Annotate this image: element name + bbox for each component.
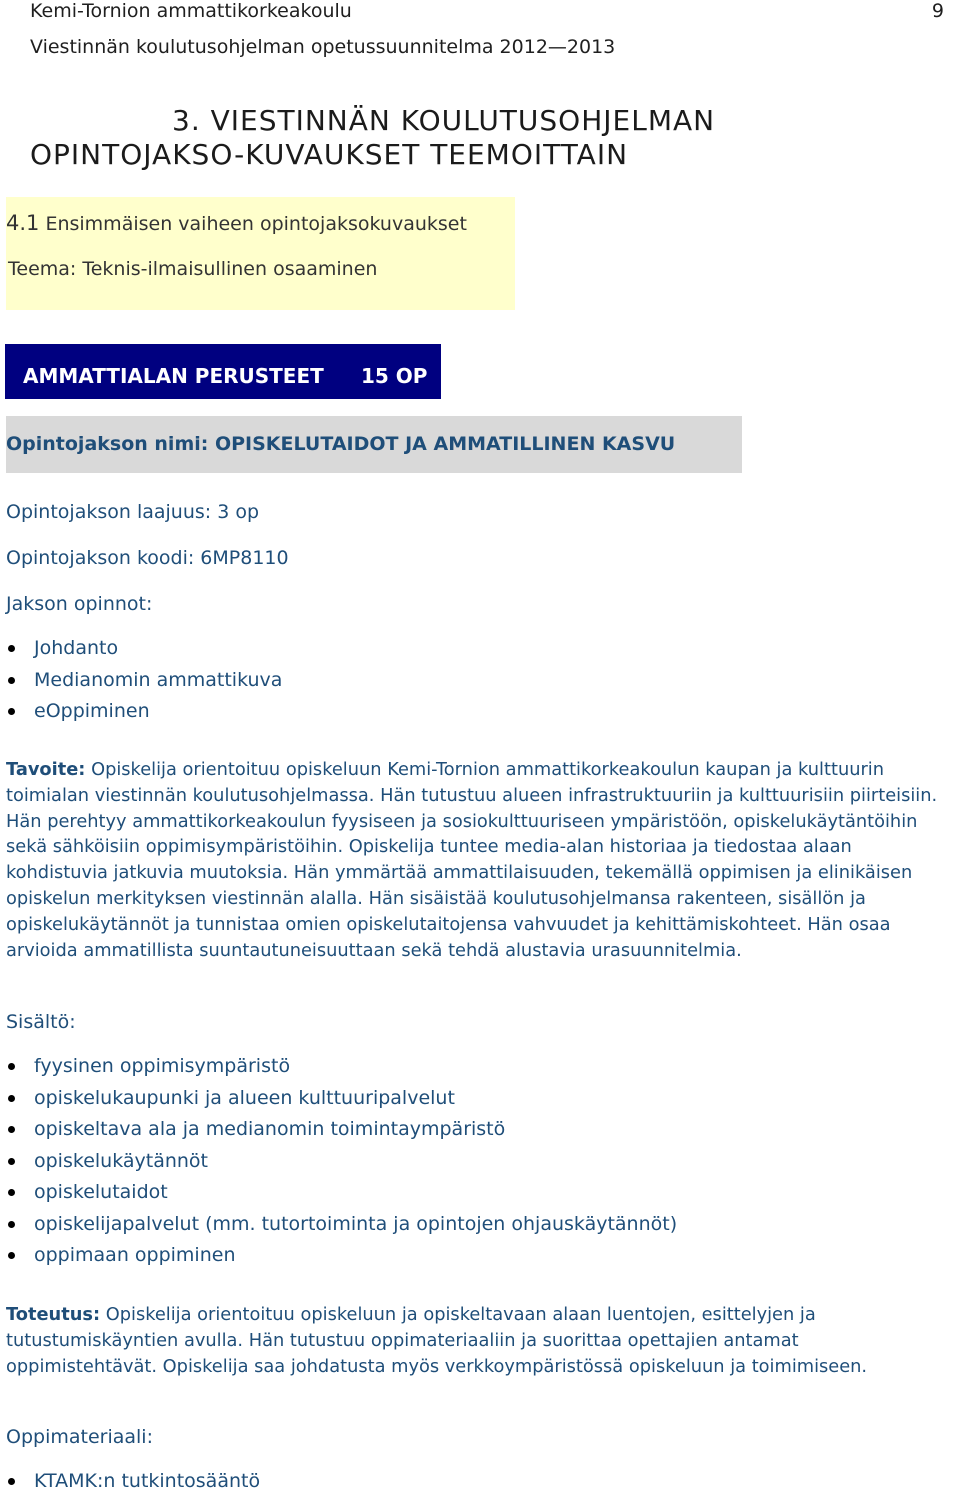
list-item: opiskelukäytännöt xyxy=(6,1146,677,1178)
chapter-title xyxy=(30,104,715,172)
list-item: oppimaan oppiminen xyxy=(6,1240,677,1272)
objective-paragraph xyxy=(6,757,954,963)
list-item: fyysinen oppimisympäristö xyxy=(6,1051,677,1083)
implementation-paragraph xyxy=(6,1302,954,1379)
content-list xyxy=(6,1051,677,1272)
section-heading xyxy=(6,211,467,235)
content-label: Sisältö: xyxy=(6,1011,76,1033)
theme-box xyxy=(6,197,515,310)
list-item: Johdanto xyxy=(6,633,282,665)
list-item: opiskeltava ala ja medianomin toimintaympäristö xyxy=(6,1114,677,1146)
list-item: opiskelukaupunki ja alueen kulttuuripalvelut xyxy=(6,1083,677,1115)
objective-label: Tavoite: xyxy=(6,759,86,780)
chapter-title-line2: OPINTOJAKSO-KUVAUKSET TEEMOITTAIN xyxy=(30,138,629,171)
section-number: 4.1 xyxy=(6,211,40,235)
module-name: AMMATTIALAN PERUSTEET xyxy=(23,364,324,388)
list-item: opiskelijapalvelut (mm. tutortoiminta ja opintojen ohjauskäytännöt) xyxy=(6,1209,677,1241)
document-title: Viestinnän koulutusohjelman opetussuunnitelma 2012—2013 xyxy=(30,36,616,58)
module-bar xyxy=(5,344,441,399)
list-item: KTAMK:n tutkintosääntö xyxy=(6,1466,260,1498)
course-scope: Opintojakson laajuus: 3 op xyxy=(6,501,260,523)
chapter-title-line1: 3. VIESTINNÄN KOULUTUSOHJELMAN xyxy=(172,104,716,137)
module-credits: 15 OP xyxy=(361,364,428,388)
implementation-label: Toteutus: xyxy=(6,1304,101,1325)
course-name-bar xyxy=(6,416,742,473)
materials-label: Oppimateriaali: xyxy=(6,1426,153,1448)
implementation-text: Opiskelija orientoituu opiskeluun ja opiskeltavaan alaan luentojen, esittelyjen ja tutustumiskäyntien avulla. Hän tutustuu oppimateriaaliin ja suorittaa opettajien antamat oppimistehtävät. Opiskelija saa johdatusta myös verkkoympäristössä opiskeluun ja toimimiseen. xyxy=(6,1304,868,1377)
studies-list xyxy=(6,633,282,728)
organization-name: Kemi-Tornion ammattikorkeakoulu xyxy=(30,0,352,22)
course-name: Opintojakson nimi: OPISKELUTAIDOT JA AMMATILLINEN KASVU xyxy=(6,433,676,455)
course-code: Opintojakson koodi: 6MP8110 xyxy=(6,547,289,569)
document-header xyxy=(30,0,615,58)
list-item: eOppiminen xyxy=(6,696,282,728)
studies-label: Jakson opinnot: xyxy=(6,593,153,615)
list-item: opiskelutaidot xyxy=(6,1177,677,1209)
page-number: 9 xyxy=(931,0,944,22)
objective-text: Opiskelija orientoituu opiskeluun Kemi-Tornion ammattikorkeakoulun kaupan ja kulttuurin toimialan viestinnän koulutusohjelmassa. Hän tutustuu alueen infrastruktuuriin ja kulttuurisiin piirteisiin. Hän perehtyy ammattikorkeakoulun fyysiseen ja sosiokulttuuriseen ympäristöön, opiskelukäytäntöihin sekä sähköisiin oppimisympäristöihin. Opiskelija tuntee media-alan historiaa ja tiedostaa alaan kohdistuvia jatkuvia muutoksia. Hän ymmärtää ammattilaisuuden, tekemällä oppimisen ja elinikäisen opiskelun merkityksen viestinnän alalla. Hän sisäistää koulutusohjelmansa rakenteen, sisällön ja opiskelukäytännöt ja tunnistaa omien opiskelutaitojensa vahvuudet ja kehittämiskohteet. Hän osaa arvioida ammatillista suuntautuneisuuttaan sekä tehdä alustavia urasuunnitelmia. xyxy=(6,759,938,961)
section-title: Ensimmäisen vaiheen opintojaksokuvaukset xyxy=(45,213,467,235)
list-item: Medianomin ammattikuva xyxy=(6,665,282,697)
theme-label: Teema: Teknis-ilmaisullinen osaaminen xyxy=(8,258,378,280)
